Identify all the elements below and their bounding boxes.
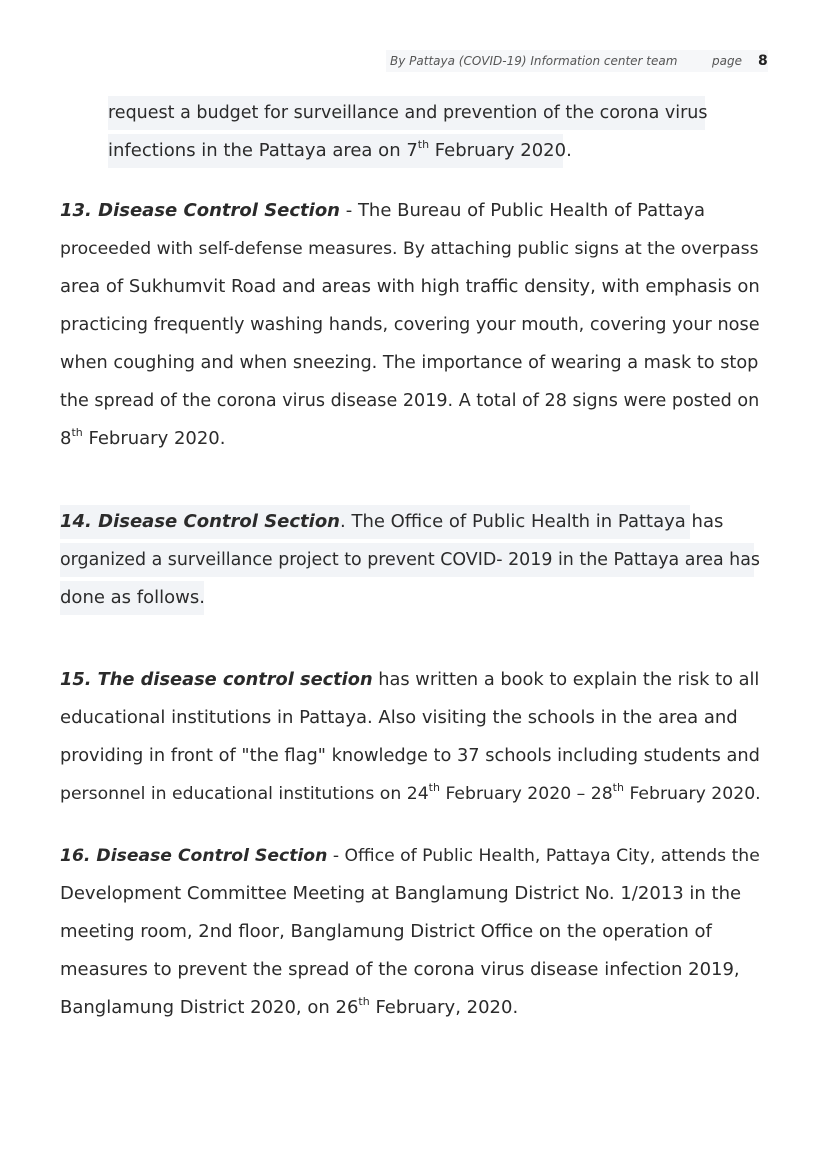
text-line: 15. The disease control section has written a book to explain the risk to all xyxy=(60,670,760,690)
page-label: page xyxy=(712,54,742,68)
section-heading: 15. The disease control section xyxy=(60,670,373,690)
text-line: personnel in educational institutions on 24th February 2020 – 28th February 2020. xyxy=(60,781,761,804)
text-line: providing in front of "the flag" knowledge to 37 schools including students and xyxy=(60,746,760,766)
text-line: done as follows. xyxy=(60,581,204,615)
text-line: proceeded with self-defense measures. By attaching public signs at the overpass xyxy=(60,239,759,259)
text-line: educational institutions in Pattaya. Also visiting the schools in the area and xyxy=(60,707,738,728)
text-line: meeting room, 2nd floor, Banglamung District Office on the operation of xyxy=(60,921,712,942)
text-line: when coughing and when sneezing. The importance of wearing a mask to stop xyxy=(60,353,759,373)
text-line: area of Sukhumvit Road and areas with high traffic density, with emphasis on xyxy=(60,276,760,297)
text-line: Development Committee Meeting at Banglamung District No. 1/2013 in the xyxy=(60,883,742,904)
page-header xyxy=(386,50,768,72)
section-heading: 13. Disease Control Section xyxy=(60,200,340,221)
text-line: 16. Disease Control Section - Office of Public Health, Pattaya City, attends the xyxy=(60,846,760,866)
text-line: practicing frequently washing hands, covering your mouth, covering your nose xyxy=(60,315,760,335)
text-line: Banglamung District 2020, on 26th February, 2020. xyxy=(60,995,519,1018)
text-line: 14. Disease Control Section. The Office of Public Health in Pattaya has xyxy=(60,505,690,539)
text-line: request a budget for surveillance and prevention of the corona virus xyxy=(108,96,705,130)
text-line: 8th February 2020. xyxy=(60,426,226,449)
section-heading: 14. Disease Control Section xyxy=(60,511,340,532)
text-line: the spread of the corona virus disease 2019. A total of 28 signs were posted on xyxy=(60,391,760,411)
page-number: 8 xyxy=(758,53,768,69)
text-line: organized a surveillance project to prevent COVID- 2019 in the Pattaya area has xyxy=(60,543,754,577)
text-line: infections in the Pattaya area on 7th February 2020. xyxy=(108,134,563,168)
text-line: measures to prevent the spread of the corona virus disease infection 2019, xyxy=(60,959,740,980)
header-team: By Pattaya (COVID-19) Information center team xyxy=(390,54,678,68)
text-line: 13. Disease Control Section - The Bureau of Public Health of Pattaya xyxy=(60,200,706,221)
section-heading: 16. Disease Control Section xyxy=(60,846,328,866)
